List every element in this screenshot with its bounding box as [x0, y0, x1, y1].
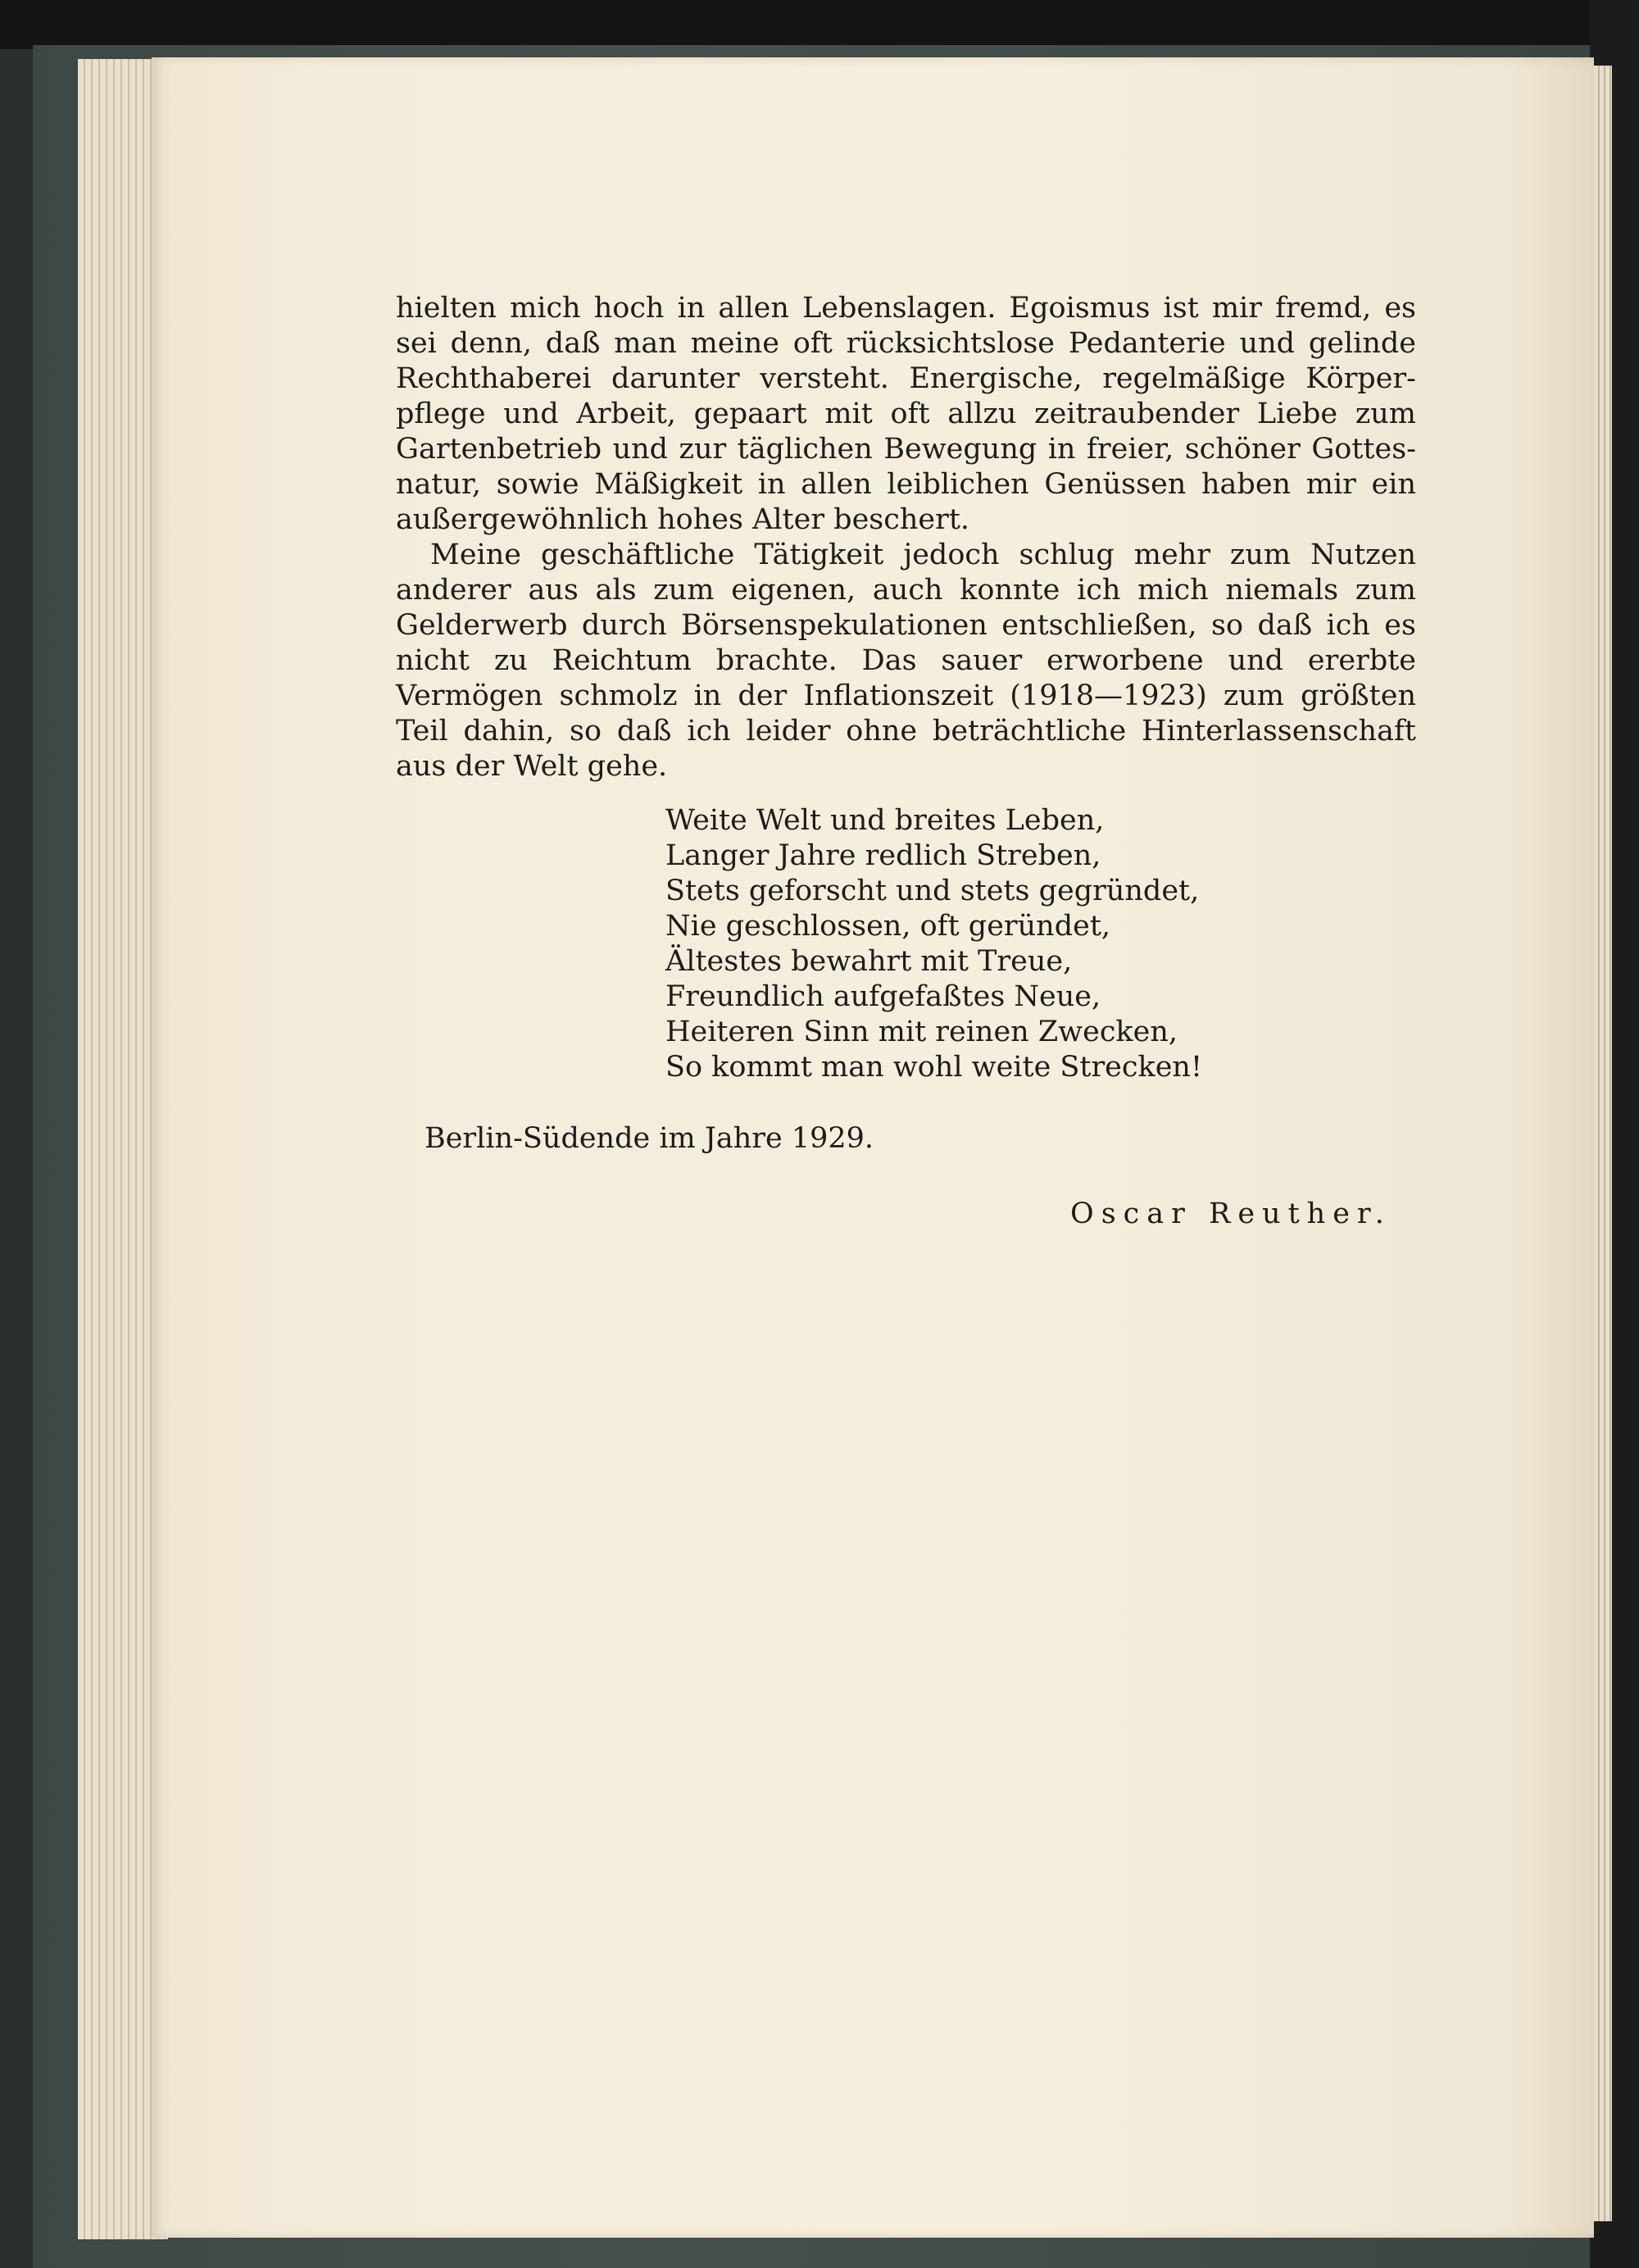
scan-background-top — [0, 0, 1639, 49]
author-signature: Oscar Reuther. — [1070, 1198, 1392, 1230]
page-edges-right — [1594, 66, 1612, 2221]
poem-line: Freundlich aufgefaßtes Neue, — [665, 980, 1101, 1013]
body-text — [396, 291, 1416, 784]
poem-line: Langer Jahre redlich Streben, — [665, 839, 1101, 872]
poem-line: Ältestes bewahrt mit Treue, — [665, 945, 1073, 978]
poem-line: So kommt man wohl weite Strecken! — [665, 1051, 1203, 1084]
poem-line: Stets geforscht und stets gegründet, — [665, 875, 1200, 907]
paragraph-2: Meine geschäftliche Tätigkeit jedoch schlug mehr zum Nutzen anderer aus als zum eigenen, auch konnte ich mich niemals zum Gelderwerb durch Börsenspekulationen entschließen, so daß ich es nicht zu Reichtum brachte. Das sauer erworbene und ererbte Vermögen schmolz in der Inflationszeit (1918—1923) zum größten Teil dahin, so daß ich leider ohne beträchtliche Hinterlassenschaft aus der Welt gehe. — [396, 539, 1416, 783]
poem-line: Heiteren Sinn mit reinen Zwecken, — [665, 1016, 1178, 1048]
paragraph-1: hielten mich hoch in allen Lebenslagen. Egoismus ist mir fremd, es sei denn, daß man meine oft rücksichtslose Pedanterie und gelinde Rechthaberei darunter versteht. Energische, regelmäßige Körperpflege und Arbeit, gepaart mit oft allzu zeitraubender Liebe zum Gartenbetrieb und zur täglichen Bewegung in freier, schöner Gottesnatur, sowie Mäßigkeit in allen leiblichen Genüssen haben mir ein außergewöhnlich hohes Alter beschert. — [396, 292, 1416, 536]
place-and-date: Berlin-Südende im Jahre 1929. — [425, 1122, 874, 1155]
poem-line: Nie geschlossen, oft geründet, — [665, 910, 1111, 943]
poem-line: Weite Welt und breites Leben, — [665, 804, 1105, 837]
poem — [665, 803, 1288, 1085]
